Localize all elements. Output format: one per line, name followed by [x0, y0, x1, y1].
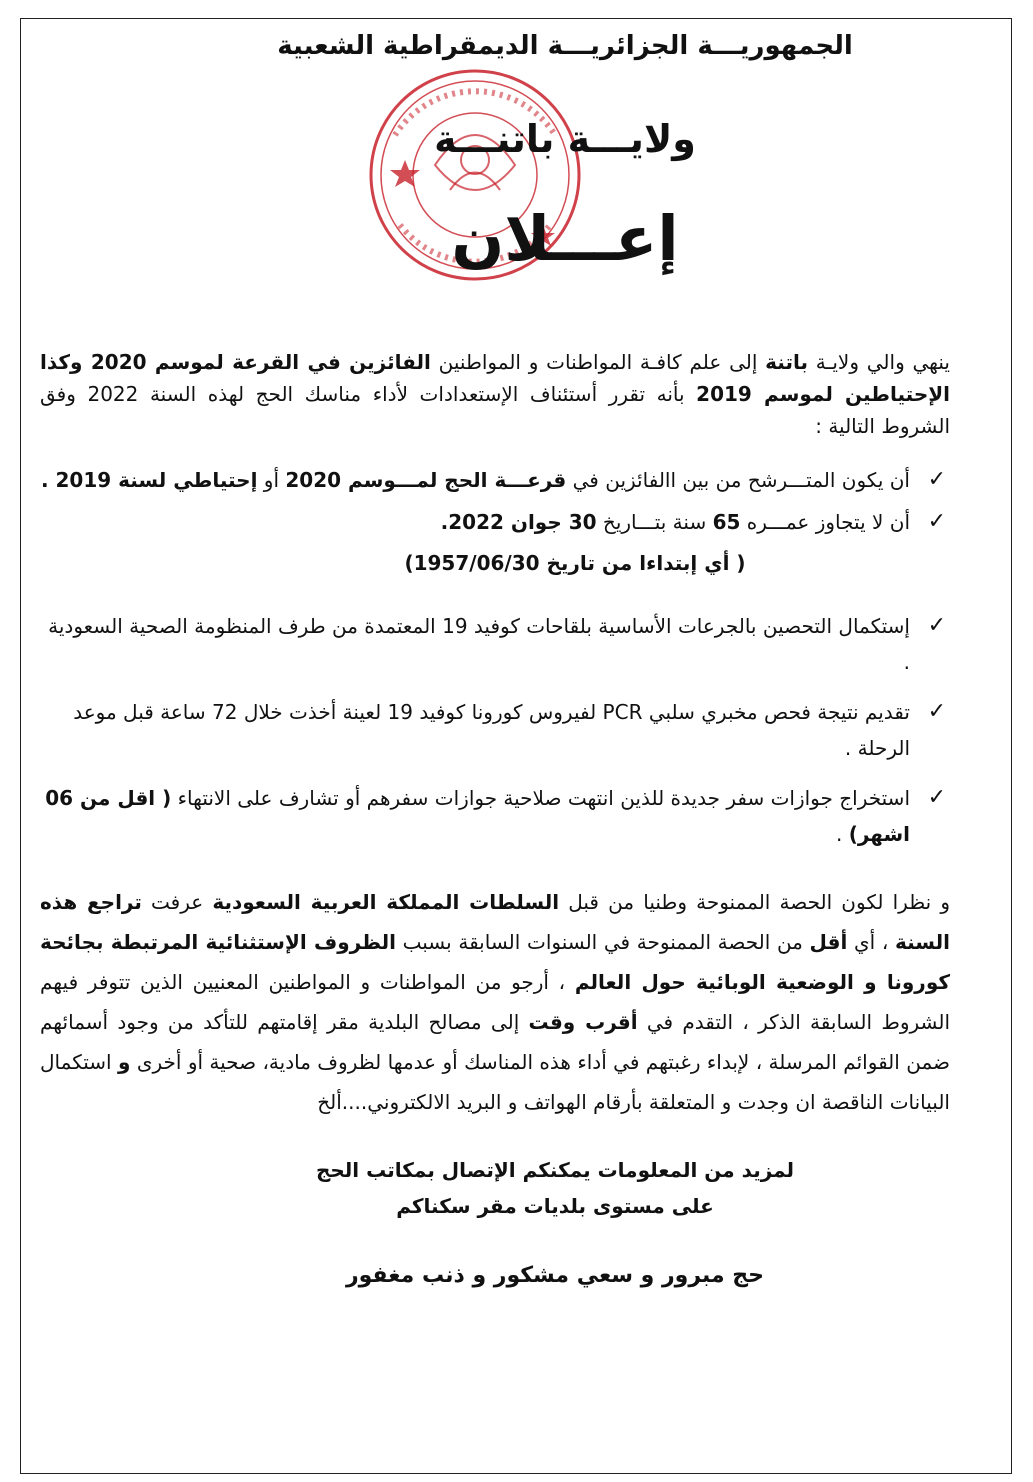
body-paragraph	[40, 882, 950, 1122]
body-text: إلى مصالح البلدية مقر إقامتهم للتأكد من وجود أسمائهم ضمن القوائم المرسلة ، لإبداء رغبتهم في أداء هذه المناسك أو عدمها لظروف مادية، صحية أو أخرى	[40, 1010, 950, 1074]
announcement-document	[40, 28, 950, 1294]
body-bold: أقل	[809, 930, 848, 954]
conditions-list	[40, 462, 950, 852]
condition-text: .	[835, 822, 849, 846]
condition-bold: ( اقل من 06 اشهر)	[45, 786, 910, 846]
checkmark-icon: ✓	[927, 785, 946, 810]
condition-text: أن لا يتجاوز عمـــره	[740, 510, 910, 534]
condition-subnote	[40, 546, 950, 580]
intro-paragraph	[40, 346, 950, 442]
condition-text: تقديم نتيجة فحص مخبري سلبي PCR لفيروس كورونا كوفيد 19 لعينة أخذت خلال 72 ساعة قبل موعد الرحلة .	[73, 700, 910, 760]
checkmark-icon: ✓	[927, 699, 946, 724]
contact-info	[40, 1152, 950, 1224]
body-text: عرفت	[141, 890, 213, 914]
condition-bold: 30 جوان 2022.	[440, 510, 597, 534]
contact-line-1: لمزيد من المعلومات يمكنكم الإتصال بمكاتب الحج	[315, 1158, 795, 1182]
intro-bold-1: باتنة	[765, 350, 808, 374]
body-text: استكمال البيانات الناقصة ان وجدت و المتعلقة بأرقام الهواتف و البريد الالكتروني....ألخ	[40, 1050, 950, 1114]
condition-item	[40, 504, 950, 540]
checkmark-icon: ✓	[927, 509, 946, 534]
condition-text: أن يكون المتـــرشح من بين االفائزين في	[566, 468, 910, 492]
body-bold: تراجع هذه السنة	[40, 890, 950, 954]
intro-bold-2: الفائزين في القرعة لموسم 2020 وكذا الإحتياطين لموسم 2019	[40, 350, 951, 406]
condition-item	[40, 780, 950, 852]
contact-line-2: على مستوى بلديات مقر سكناكم	[396, 1194, 714, 1218]
checkmark-icon: ✓	[927, 613, 946, 638]
subnote-text: )	[404, 551, 414, 575]
wilaya-heading: ولايـــة باتنـــة	[434, 117, 696, 161]
subnote-date: 1957/06/30	[413, 551, 540, 575]
body-bold: الظروف الإستثنائية المرتبطة بجائحة كورونا و الوضعية الوبائية حول العالم	[40, 930, 950, 994]
intro-text-3: بأنه تقرر أستئناف الإستعدادات لأداء مناسك الحج لهذه السنة 2022 وفق الشروط التالية :	[40, 382, 950, 438]
intro-text-2: إلى علم كافـة المواطنات و المواطنين	[430, 350, 766, 374]
body-text: من الحصة الممنوحة في السنوات السابقة بسبب	[395, 930, 810, 954]
checkmark-icon: ✓	[927, 467, 946, 492]
condition-text: سنة بتـــاريخ	[596, 510, 713, 534]
condition-text: إستكمال التحصين بالجرعات الأساسية بلقاحات كوفيد 19 المعتمدة من طرف المنظومة الصحية السعودية .	[48, 614, 910, 674]
body-text: ، أي	[847, 930, 895, 954]
subnote-text: ( أي إبتداءا من تاريخ	[539, 551, 746, 575]
condition-bold: إحتياطي لسنة 2019 .	[40, 468, 258, 492]
condition-item	[40, 694, 950, 766]
condition-item	[40, 462, 950, 498]
body-bold: السلطات المملكة العربية السعودية	[212, 890, 560, 914]
body-text: و نظرا لكون الحصة الممنوحة وطنيا من قبل	[559, 890, 950, 914]
condition-bold: قرعـــة الحج لمـــوسم 2020	[285, 468, 567, 492]
body-text: ، أرجو من المواطنات و المواطنين المعنيين الذين تتوفر فيهم الشروط السابقة الذكر ، التقدم في	[40, 970, 951, 1034]
body-bold: أقرب وقت	[528, 1010, 638, 1034]
body-bold: و	[117, 1050, 131, 1074]
condition-text: أو	[257, 468, 286, 492]
announcement-title: إعـــلان	[451, 202, 679, 275]
intro-text-1: ينهي والي ولايـة	[808, 350, 950, 374]
condition-bold: 65	[712, 510, 741, 534]
condition-text: استخراج جوازات سفر جديدة للذين انتهت صلاحية جوازات سفرهم أو تشارف على الانتهاء	[171, 786, 910, 810]
republic-heading	[40, 28, 950, 64]
closing-line: حج مبرور و سعي مشكور و ذنب مغفور	[345, 1263, 765, 1288]
condition-item	[40, 608, 950, 680]
republic-heading-text: الجمهوريـــة الجزائريـــة الديمقراطية الشعبية	[277, 31, 853, 61]
